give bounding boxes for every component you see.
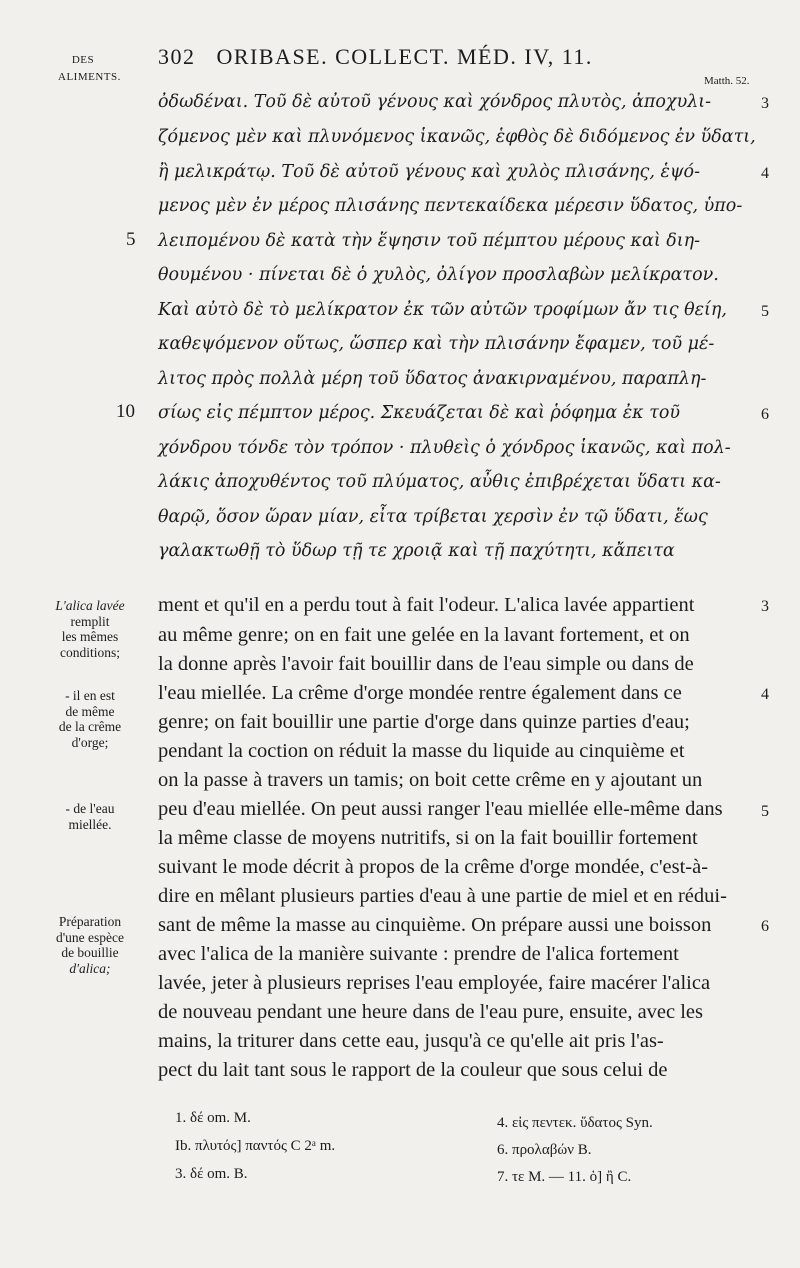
french-line: dire en mêlant plusieurs parties d'eau à une partie de miel et en rédui- <box>158 885 727 907</box>
sidenote-line: L'alica lavée <box>55 598 125 613</box>
french-line: mains, la triturer dans cette eau, jusqu'à ce qu'elle ait pris l'as- <box>158 1030 664 1052</box>
sidenote <box>50 801 130 832</box>
greek-line: ὀδωδέναι. Τοῦ δὲ αὐτοῦ γένους καὶ χόνδρος πλυτὸς, ἀποχυλι- <box>158 92 712 112</box>
sidenote <box>50 598 130 660</box>
header-left-line: DES <box>71 54 95 66</box>
greek-line: γαλακτωθῇ τὸ ὕδωρ τῇ τε χροιᾷ καὶ τῇ παχύτητι, κἄπειτα <box>158 541 675 561</box>
french-line: au même genre; on en fait une gelée en la lavant fortement, et on <box>158 624 690 646</box>
sidenote <box>50 914 130 976</box>
footnote: 6. προλαβών B. <box>497 1142 592 1158</box>
header-reference: Matth. 52. <box>704 75 750 87</box>
french-line: ment et qu'il en a perdu tout à fait l'odeur. L'alica lavée appartient <box>158 594 695 616</box>
french-line: pect du lait tant sous le rapport de la couleur que sous celui de <box>158 1059 668 1081</box>
footnote: 1. δέ om. M. <box>175 1110 251 1126</box>
greek-line: ζόμενος μὲν καὶ πλυνόμενος ἱκανῶς, ἑφθὸς δὲ διδόμενος ἐν ὕδατι, <box>158 127 756 147</box>
sidenote-line: - il en est <box>65 688 115 703</box>
greek-line: ἢ μελικράτῳ. Τοῦ δὲ αὐτοῦ γένους καὶ χυλὸς πλισάνης, ἑψό- <box>158 162 701 182</box>
greek-line: θαρῷ, ὅσον ὥραν μίαν, εἶτα τρίβεται χερσὶν ἐν τῷ ὕδατι, ἕως <box>158 507 708 527</box>
sidenote-line: remplit <box>70 613 110 629</box>
greek-line: καθεψόμενον οὕτως, ὥσπερ καὶ τὴν πλισάνην ἔφαμεν, τοῦ μέ- <box>158 334 715 354</box>
sidenote-line: d'une espèce <box>55 929 125 945</box>
greek-line: λάκις ἀποχυθέντος τοῦ πλύματος, αὖθις ἐπιβρέχεται ὕδατι κα- <box>158 472 721 492</box>
footnote: Ib. πλυτός] παντός C 2ᵃ m. <box>175 1138 336 1154</box>
greek-line: θουμένου · πίνεται δὲ ὁ χυλὸς, ὀλίγον προσλαβὼν μελίκρατον. <box>158 265 719 285</box>
french-line: la donne après l'avoir fait bouillir dans de l'eau simple ou dans de <box>158 653 694 675</box>
margin-number: 5 <box>761 303 769 320</box>
greek-line: σίως εἰς πέμπτον μέρος. Σκευάζεται δὲ καὶ ῥόφημα ἐκ τοῦ <box>158 403 681 423</box>
french-line: peu d'eau miellée. On peut aussi ranger l'eau miellée elle-même dans <box>158 798 723 820</box>
french-line: genre; on fait bouillir une partie d'orge dans quinze parties d'eau; <box>158 711 690 733</box>
footnote: 4. εἰς πεντεκ. ὕδατος Syn. <box>497 1115 653 1131</box>
margin-number: 6 <box>761 406 769 423</box>
french-line: la même classe de moyens nutritifs, si on la fait bouillir fortement <box>158 827 698 849</box>
margin-number: 4 <box>761 165 769 182</box>
sidenote-line: - de l'eau <box>65 801 115 816</box>
french-line: pendant la coction on réduit la masse du liquide au cinquième et <box>158 740 685 762</box>
french-line: l'eau miellée. La crême d'orge mondée rentre également dans ce <box>158 682 682 704</box>
french-line: on la passe à travers un tamis; on boit cette crême en y ajoutant un <box>158 769 703 791</box>
french-line: de nouveau pendant une heure dans de l'eau pure, ensuite, avec les <box>158 1001 704 1023</box>
footnote: 7. τε M. — 11. ὁ] ἢ C. <box>497 1169 632 1185</box>
line-number: 5 <box>126 229 136 250</box>
margin-number: 4 <box>761 686 769 703</box>
sidenote-line: de bouillie <box>61 945 119 960</box>
french-line: lavée, jeter à plusieurs reprises l'eau employée, faire macérer l'alica <box>158 972 711 994</box>
sidenote-line: d'alica; <box>69 960 111 976</box>
sidenote-line: conditions; <box>60 644 120 660</box>
sidenote-line: de la crême <box>58 719 122 734</box>
footnote: 3. δέ om. B. <box>175 1166 248 1182</box>
running-header-left <box>58 52 121 86</box>
greek-line: λιτος πρὸς πολλὰ μέρη τοῦ ὕδατος ἀνακιρναμένου, παραπλη- <box>158 369 707 389</box>
page-header: 302 ORIBASE. COLLECT. MÉD. IV, 11. <box>158 44 593 69</box>
greek-line: μενος μὲν ἐν μέρος πλισάνης πεντεκαίδεκα μέρεσιν ὕδατος, ὑπο- <box>158 196 743 216</box>
greek-line: λειπομένου δὲ κατὰ τὴν ἕψησιν τοῦ πέμπτου μέρους καὶ διη- <box>158 231 701 251</box>
french-line: suivant le mode décrit à propos de la crême d'orge mondée, c'est-à- <box>158 856 709 878</box>
sidenote <box>50 688 130 750</box>
french-line: sant de même la masse au cinquième. On prépare aussi une boisson <box>158 914 712 936</box>
french-line: avec l'alica de la manière suivante : prendre de l'alica fortement <box>158 943 679 965</box>
greek-line: χόνδρου τόνδε τὸν τρόπον · πλυθεὶς ὁ χόνδρος ἱκανῶς, καὶ πολ- <box>158 438 731 458</box>
margin-number: 3 <box>761 598 769 615</box>
margin-number: 3 <box>761 95 769 112</box>
margin-number: 5 <box>761 803 769 820</box>
sidenote-line: les mêmes <box>61 629 119 644</box>
sidenote-line: miellée. <box>68 816 112 832</box>
header-left-line: ALIMENTS. <box>58 71 121 83</box>
sidenote-line: Préparation <box>58 914 122 929</box>
sidenote-line: d'orge; <box>71 734 109 750</box>
greek-line: Καὶ αὐτὸ δὲ τὸ μελίκρατον ἐκ τῶν αὐτῶν τροφίμων ἄν τις θείη, <box>158 300 727 320</box>
margin-number: 6 <box>761 918 769 935</box>
sidenote-line: de même <box>65 703 115 719</box>
line-number: 10 <box>116 401 135 422</box>
